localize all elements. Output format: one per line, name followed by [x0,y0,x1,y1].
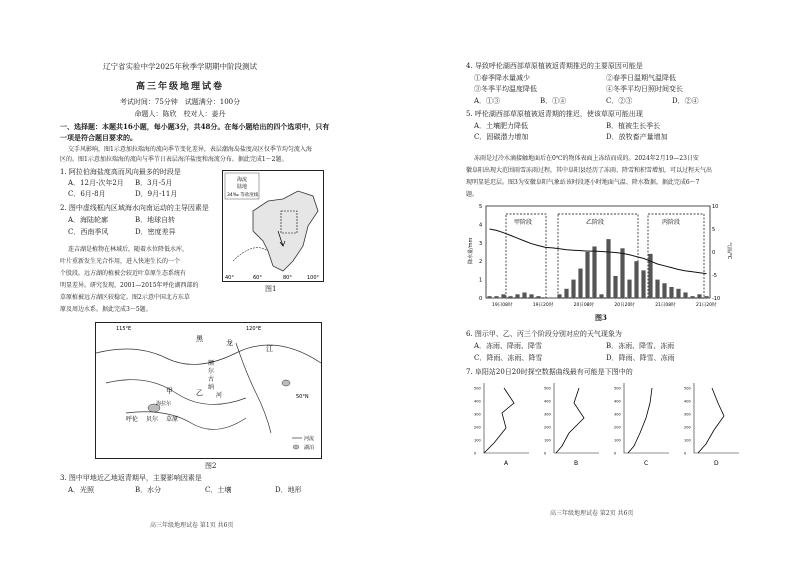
q7-axes [694,383,739,453]
precip-bar [529,294,533,298]
precip-bar [536,296,540,298]
legend-lake: 湖泊 [304,445,315,451]
q1-option-c[interactable]: C．6月-8月 [68,190,106,198]
x-tick: 20日08时 [573,303,595,308]
q7-y-tick: 0 [684,451,687,456]
x-tick: 19日08时 [492,303,513,308]
figure-3-chart [466,202,732,312]
y-left-tick: 3 [479,240,483,247]
q7-y-tick: 100 [544,438,551,443]
q7-panel-c[interactable] [614,383,669,467]
label-na: 纳 [208,384,215,391]
y-right-label: 气温/℃ [726,242,732,260]
figure-1-map [222,170,324,282]
q6-stem: 6. 图示甲、乙、丙三个阶段分别对应的天气现象为 [466,330,622,338]
q7-y-tick: 300 [614,412,621,417]
intro2-line-1: 连吉湖是植物在林域后，随着水位降低水库， [68,246,189,253]
label-jia: 甲 [166,387,173,395]
q7-stem: 7. 阜阳站20日20时探空数据曲线最有可能是下图中的 [466,368,633,376]
q7-panel-label: A [504,460,509,467]
school-line: 辽宁省实验中学2025年秋季学期期中阶段测试 [102,62,258,71]
precip-bar [592,246,596,298]
q3-option-c[interactable]: C．土壤 [205,486,232,494]
precip-bar [683,292,687,298]
q4-option-d[interactable]: D．②④ [672,97,699,105]
x-tick: 21日08时 [655,303,676,308]
q7-y-tick: 200 [684,425,691,430]
q7-y-tick: 100 [474,438,481,443]
q2-option-c[interactable]: C．西南季风 [68,228,109,236]
q6-option-d[interactable]: D．降雨、降雪、冻雨 [606,354,675,362]
section1-heading-2: 一项是符合题目要求的。 [60,133,137,142]
precip-bar [564,289,568,298]
x-tick: 19日20时 [532,303,554,308]
q5-option-b[interactable]: B．植被生长季长 [606,122,661,130]
x-tick: 21日20时 [696,303,717,308]
precip-bar [522,292,526,298]
stage-bing-label: 丙阶段 [662,219,681,226]
y-right-tick: 5 [712,227,716,233]
q7-y-tick: 500 [474,386,481,391]
q7-y-tick: 0 [614,451,617,456]
footer-left: 高三年级地理试卷 第1页 共6页 [150,522,234,529]
q7-y-tick: 300 [684,412,691,417]
figure-2-svg [96,323,321,458]
q7-y-tick: 200 [614,425,621,430]
q7-y-tick: 500 [614,386,621,391]
q7-y-tick: 500 [544,386,551,391]
y-right-ticks [712,204,720,302]
q7-sounding-curve [628,388,652,453]
q7-y-tick: 400 [474,399,481,404]
section1-heading: 一、选择题：本题共16小题，每小题3分，共48分。在每小题给出的四个选项中，只有 [60,122,330,131]
y-right-tick: -5 [712,273,717,279]
q1-option-b[interactable]: B．3月-5月 [135,179,173,187]
q3-option-b[interactable]: B．水分 [135,486,162,494]
q1-option-a[interactable]: A．12月-次年2月 [68,179,124,187]
label-yi: 乙 [196,389,203,397]
q6-option-a[interactable]: A．冻雨、降雨、降雪 [474,342,543,350]
footer-right: 高三年级地理试卷 第2页 共6页 [550,510,634,517]
q1-option-d[interactable]: D．9月-11月 [135,190,178,198]
intro3-line-2: 徽阜阳出现大范围雨雪冻雨过程，其中阜阳县经历了冻雨、降雪和积雪增加，可以过程天气出 [466,167,713,174]
q7-panels-svg [466,378,746,468]
y-left-tick: 2 [479,259,483,266]
label-he: 河 [216,392,223,399]
q4-item-3: ③冬季平均温度降低 [474,85,537,93]
precip-bar [676,289,680,298]
fig1-caption: 图1 [265,285,277,293]
q7-axes [554,383,599,453]
figure-1-svg [223,171,323,281]
q7-sounding-curve [698,388,724,453]
precip-bar [515,294,519,298]
q6-option-c[interactable]: C．降雨、冻雨、降雪 [474,354,543,362]
legend-item-salinity: 34‰ 等盐度线 [227,193,259,198]
q2-option-b[interactable]: B．地球自转 [135,216,176,224]
q7-sounding-curve [484,388,514,453]
intro1-line-2: 区的。图1示意加拉瑞海的流向与季节日表层海洋盐度和海流分布。据此完成1～2题。 [60,156,288,163]
y-left-ticks [479,204,482,302]
intro3-line-4: 题。 [466,191,479,198]
precip-bar [634,261,638,298]
q3-option-a[interactable]: A．光照 [68,486,95,494]
precip-bar [662,283,666,298]
q7-y-tick: 300 [544,412,551,417]
q5-option-d[interactable]: D．放牧畜产量增加 [606,133,668,141]
label-caoyuan: 草原 [166,416,179,423]
label-long: 龙 [226,339,233,347]
q7-panel-a[interactable] [474,383,529,467]
q1-stem: 1. 阿拉伯海盐度高而风向最多的时段是 [60,168,181,176]
label-50n: 50°N [296,394,309,400]
figure-2-map [95,322,322,459]
x-tick: 20日20时 [614,303,635,308]
q4-item-1: ①春季降水量减少 [474,74,530,82]
fig1-tick-60: 60° [253,275,262,281]
y-left-tick: 0 [479,296,483,302]
label-115e: 115°E [116,326,132,332]
y-right-tick: 0 [712,250,716,256]
label-beier: 贝尔 [146,416,159,423]
y-left-tick: 1 [479,277,483,284]
precip-bar [697,294,701,298]
q7-y-tick: 0 [474,451,477,456]
intro3-line-3: 现明显延迟层。图3为安徽阜阳气象站该时段逐小时地面气温、降水数据。据此完成6～7 [466,179,700,186]
q3-stem: 3. 图中甲地近乙地返青期早，主要影响因素是 [60,474,202,482]
q7-y-tick: 400 [614,399,621,404]
stage-yi-label: 乙阶段 [586,219,605,226]
precip-bar [571,280,575,298]
q7-axes [624,383,669,453]
label-hei: 黑 [196,335,203,343]
q7-y-tick: 400 [544,399,551,404]
fig2-caption: 图2 [205,462,217,470]
intro2-line-4: 明显差异。研究发现，2001—2015年呼伦湖西部的 [60,282,199,289]
intro2-line-3: 个股段。远方湖的植被会较近叶草原生态系统有 [60,270,187,277]
label-120e: 120°E [246,326,262,332]
q5-stem: 5. 呼伦湖西部草原植被返青期的推迟，使该草原可能出现 [466,110,643,118]
exam-title: 高三年级地理试卷 [135,82,224,92]
fig1-tick-100: 100° [307,275,320,281]
q7-y-tick: 400 [684,399,691,404]
river-2 [106,380,246,405]
land-mass [253,191,318,271]
precip-bar [578,269,582,298]
q5-option-a[interactable]: A．土壤肥力降低 [474,122,529,130]
precip-bar [501,294,505,298]
legend-lake-symbol [293,445,299,449]
y-left-tick: 5 [479,204,483,210]
precip-bar [704,296,708,298]
q4-item-2: ②春季日温期气温降低 [606,74,676,82]
q7-panel-label: C [644,460,649,467]
q4-stem: 4. 导致呼伦湖西部草原植被返青期推迟的主要原因可能是 [466,62,643,70]
precip-bar [494,296,498,298]
y-left-tick: 4 [479,222,483,229]
precip-bar [669,287,673,298]
q4-option-a[interactable]: A．①③ [474,97,501,105]
precip-bar [557,294,561,298]
q4-item-4: ④冬季平均日照时间变长 [606,85,683,93]
q7-panels [466,378,746,468]
q6-option-b[interactable]: B．冻雨、降雪、冻雨 [606,342,675,350]
q2-option-a[interactable]: A．海陆轮廓 [68,216,109,224]
y-right-tick: 10 [712,204,719,210]
label-hulun: 呼伦 [126,416,139,423]
q7-panel-label: D [714,460,719,467]
y-right-tick: -10 [712,296,721,302]
intro2-line-2: 叶片重新发生光合作用，进入快速生长的一个 [60,258,181,265]
q7-sounding-curve [556,388,584,453]
intro2-line-6: 原及周边水系。据此完成3～5题。 [60,306,152,313]
y-left-label: 降水量/mm [468,237,474,264]
precip-bar [627,280,631,298]
makers-line: 命题人：陈欣 校对人：姜丹 [134,110,226,118]
intro1-line-1: 交手风影响，图1示意加拉瑞海的流向季节变化差异，表层潮海岛盐度高区仅季节均匀流入海 [68,146,312,153]
q7-y-tick: 200 [544,425,551,430]
precip-bar [508,296,512,298]
legend-item-land: 陆地 [237,184,248,190]
fig3-caption: 图3 [595,313,607,322]
q7-y-tick: 0 [544,451,547,456]
river-3 [236,343,271,433]
precip-bar [599,294,603,298]
q7-y-tick: 200 [474,425,481,430]
q5-option-c[interactable]: C．固碳潜力增加 [474,133,529,141]
legend-item-current: 海流 [237,177,248,183]
x-ticks [492,301,717,308]
q7-axes [484,383,529,453]
precip-bar [487,296,491,298]
q7-panel-d[interactable] [684,383,739,467]
q7-y-tick: 100 [684,438,691,443]
right-page [400,0,800,566]
fig1-tick-80: 80° [283,275,292,281]
q2-option-d[interactable]: D．密度差异 [135,228,176,236]
precip-bar [606,239,610,298]
intro3-line-1: 冻雨是过冷水滴接触地面后在0℃的物体表面上冻结而成的。2024年2月19—23日安 [474,155,699,162]
q7-y-tick: 300 [474,412,481,417]
q4-option-c[interactable]: C．②③ [606,97,633,105]
precip-bar [690,296,694,298]
q2-stem: 2. 图中虚线框内区域海水向南运动的主导因素是 [60,204,209,212]
label-e: 额 [208,360,215,367]
label-gu: 古 [208,376,215,383]
q7-y-tick: 100 [614,438,621,443]
q3-option-d[interactable]: D．地形 [275,486,302,494]
label-er: 尔 [208,368,215,375]
river-4 [126,412,246,430]
q4-option-b[interactable]: B．①④ [540,97,567,105]
precip-bar [620,248,624,298]
lake-2 [282,380,290,386]
precip-bar [641,270,645,298]
fig1-tick-40: 40° [225,275,234,281]
figure-3-svg [466,202,732,312]
q7-panel-label: B [574,460,579,467]
q7-panel-b[interactable] [544,383,599,467]
precip-bar [585,252,589,298]
label-hailaer: 海拉尔 [156,401,172,407]
time-score: 考试时间：75分钟 试题满分：100分 [119,98,241,106]
stage-jia-label: 甲阶段 [514,219,533,226]
precip-bar [655,280,659,298]
salinity-line [233,248,268,261]
label-jiang: 江 [266,345,273,353]
intro2-line-5: 草原植被远方湖区较稳定。图2示意中国北方东草 [60,294,190,301]
legend-river: 河流 [304,436,315,442]
precip-bar [613,276,617,298]
q7-y-tick: 500 [684,386,691,391]
